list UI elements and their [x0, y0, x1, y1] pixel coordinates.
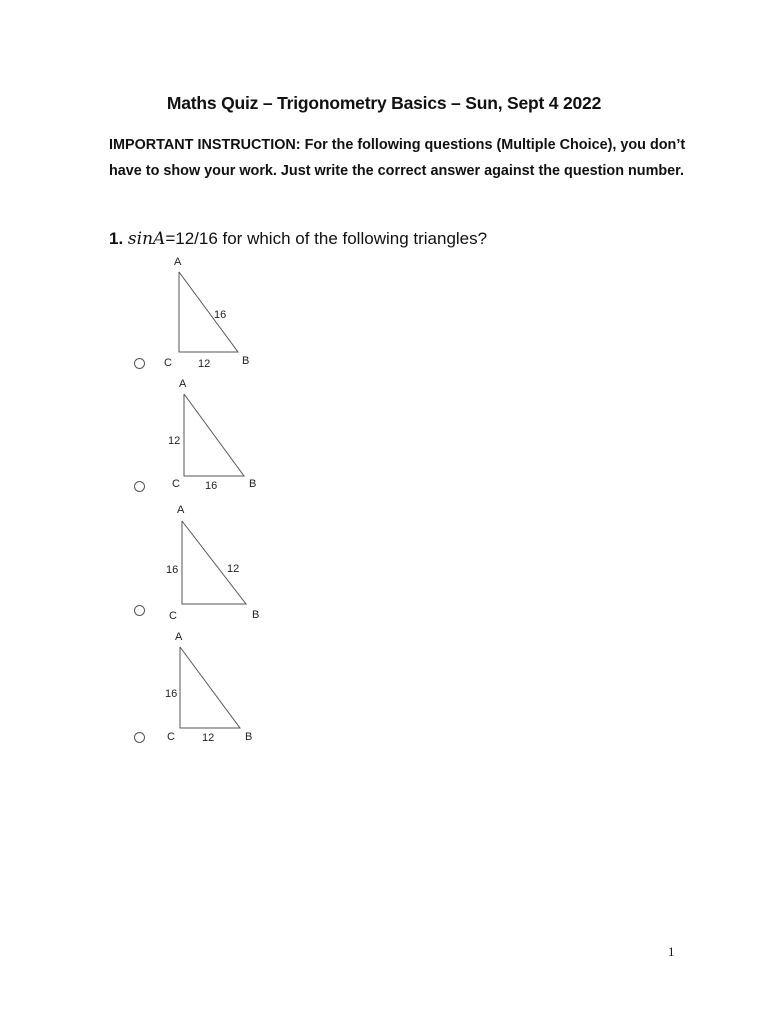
question-text: =12/16 for which of the following triangles? [165, 229, 488, 248]
side-label-vertical: 16 [165, 688, 178, 700]
vertex-b-label: B [252, 609, 260, 621]
side-label-base: 12 [202, 732, 215, 744]
instruction-text: IMPORTANT INSTRUCTION: For the following questions (Multiple Choice), you don’t have to show your work. Just write the correct answer against the question number. [109, 137, 686, 179]
side-label-hypotenuse: 16 [214, 309, 227, 321]
page-number: 1 [668, 944, 675, 959]
vertex-a-label: A [177, 504, 185, 516]
side-label-base: 16 [205, 480, 218, 492]
vertex-a-label: A [179, 378, 187, 390]
page-title: Maths Quiz – Trigonometry Basics – Sun, Sept 4 2022 [166, 93, 602, 113]
vertex-b-label: B [249, 478, 257, 490]
question-math: sinA [127, 229, 166, 249]
vertex-c-label: C [167, 731, 175, 743]
side-label-hypotenuse: 12 [227, 563, 240, 575]
vertex-c-label: C [172, 478, 180, 490]
vertex-c-label: C [169, 610, 177, 622]
side-label-vertical: 16 [166, 564, 179, 576]
vertex-b-label: B [245, 731, 253, 743]
side-label-vertical: 12 [168, 435, 181, 447]
vertex-a-label: A [174, 256, 182, 268]
question-number: 1. [109, 229, 124, 248]
vertex-b-label: B [242, 355, 250, 367]
vertex-c-label: C [164, 357, 172, 369]
side-label-base: 12 [198, 358, 211, 370]
vertex-a-label: A [175, 631, 183, 643]
